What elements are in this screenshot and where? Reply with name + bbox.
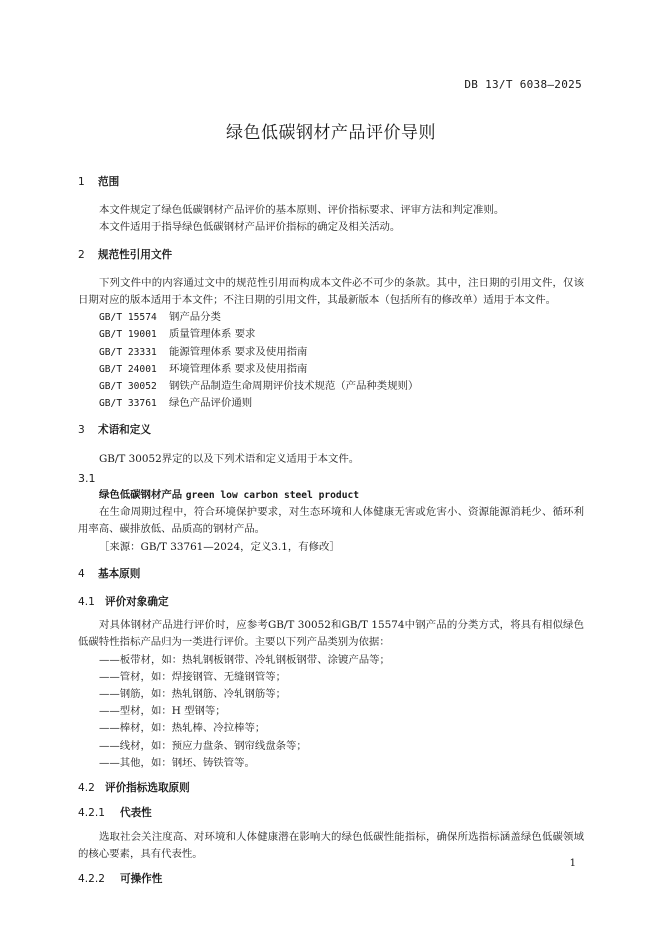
document-title: 绿色低碳钢材产品评价导则: [226, 123, 436, 143]
reference-item: [78, 395, 584, 412]
subsection-heading: [78, 780, 584, 797]
paragraph: 选取社会关注度高、对环境和人体健康潜在影响大的绿色低碳性能指标，确保所选指标涵盖绿色低碳领域的核心要素，具有代表性。: [78, 830, 584, 860]
reference-name: 钢产品分类: [169, 311, 221, 324]
reference-code: GB/T 33761: [99, 398, 157, 410]
term-source: ［来源：GB/T 33761—2024，定义3.1，有修改］: [99, 540, 340, 553]
document-body: [78, 164, 584, 894]
clause-number: 4.2.1: [78, 807, 105, 820]
clause-heading: [78, 805, 584, 822]
section-heading: [78, 174, 584, 191]
reference-name: 能源管理体系 要求及使用指南: [169, 345, 308, 358]
reference-code: GB/T 19001: [99, 329, 157, 341]
subsection-heading: [78, 594, 584, 611]
reference-name: 绿色产品评价通则: [169, 397, 253, 410]
term-definition: 在生命周期过程中，符合环境保护要求，对生态环境和人体健康无害或危害小、资源能源消耗少、循环利用率高、碳排放低、品质高的钢材产品。: [78, 506, 584, 536]
clause-title: 代表性: [120, 807, 152, 820]
list-item: ——板带材，如：热轧钢板钢带、冷轧钢板钢带、涂镀产品等；: [99, 653, 390, 666]
reference-name: 质量管理体系 要求: [169, 328, 256, 341]
reference-code: GB/T 23331: [99, 346, 157, 358]
term-chinese: 绿色低碳钢材产品: [99, 489, 183, 502]
clause-number: 4.2.2: [78, 872, 105, 885]
section-number: 3: [78, 424, 85, 437]
reference-item: [78, 309, 584, 326]
standard-code: DB 13/T 6038—2025: [464, 78, 582, 91]
section-number: 4: [78, 567, 85, 580]
reference-item: [78, 344, 584, 361]
list-item: ——管材，如：焊接钢管、无缝钢管等；: [99, 670, 287, 683]
clause-title: 可操作性: [120, 872, 163, 885]
term-number: 3.1: [78, 471, 96, 485]
term-english: green low carbon steel product: [185, 490, 360, 502]
list-item: ——型材，如：H 型钢等；: [99, 705, 226, 718]
reference-name: 钢铁产品制造生命周期评价技术规范（产品种类规则）: [169, 380, 419, 393]
paragraph: 下列文件中的内容通过文中的规范性引用而构成本文件必不可少的条款。其中，注日期的引用文件，仅该日期对应的版本适用于本文件；不注日期的引用文件，其最新版本（包括所有的修改单）适用于本文件。: [78, 276, 584, 307]
term-entry: [78, 487, 584, 504]
subsection-title: 评价指标选取原则: [105, 782, 190, 795]
reference-code: GB/T 15574: [99, 312, 157, 324]
list-item: ——其他，如：钢坯、铸铁管等。: [99, 756, 255, 769]
list-item: ——钢筋，如：热轧钢筋、冷轧钢筋等；: [99, 688, 287, 701]
section-title: 术语和定义: [98, 424, 151, 437]
page-number: 1: [569, 858, 576, 869]
section-number: 2: [78, 248, 85, 261]
list-item: ——棒材，如：热轧棒、冷拉棒等；: [99, 722, 266, 735]
clause-heading: [78, 871, 584, 888]
section-heading: [78, 566, 584, 583]
subsection-number: 4.1: [78, 596, 95, 609]
section-number: 1: [78, 176, 85, 188]
paragraph: GB/T 30052界定的以及下列术语和定义适用于本文件。: [99, 452, 360, 465]
list-item: ——线材，如：预应力盘条、钢帘线盘条等；: [99, 739, 307, 752]
reference-item: [78, 378, 584, 395]
reference-item: [78, 326, 584, 343]
subsection-number: 4.2: [78, 782, 95, 795]
section-title: 规范性引用文件: [98, 248, 173, 261]
reference-item: [78, 361, 584, 378]
reference-code: GB/T 30052: [99, 381, 157, 393]
reference-name: 环境管理体系 要求及使用指南: [169, 362, 308, 375]
paragraph: 对具体钢材产品进行评价时，应参考GB/T 30052和GB/T 15574中钢产品的分类方式，将具有相似绿色低碳特性指标产品归为一类进行评价。主要以下列产品类别为依据：: [78, 619, 584, 649]
reference-code: GB/T 24001: [99, 363, 157, 375]
section-heading: [78, 422, 584, 439]
section-title: 基本原则: [98, 567, 141, 580]
section-heading: [78, 247, 584, 264]
section-title: 范围: [98, 176, 120, 188]
paragraph: 本文件规定了绿色低碳钢材产品评价的基本原则、评价指标要求、评审方法和判定准则。: [99, 204, 505, 217]
paragraph: 本文件适用于指导绿色低碳钢材产品评价指标的确定及相关活动。: [99, 221, 401, 234]
subsection-title: 评价对象确定: [105, 596, 169, 609]
